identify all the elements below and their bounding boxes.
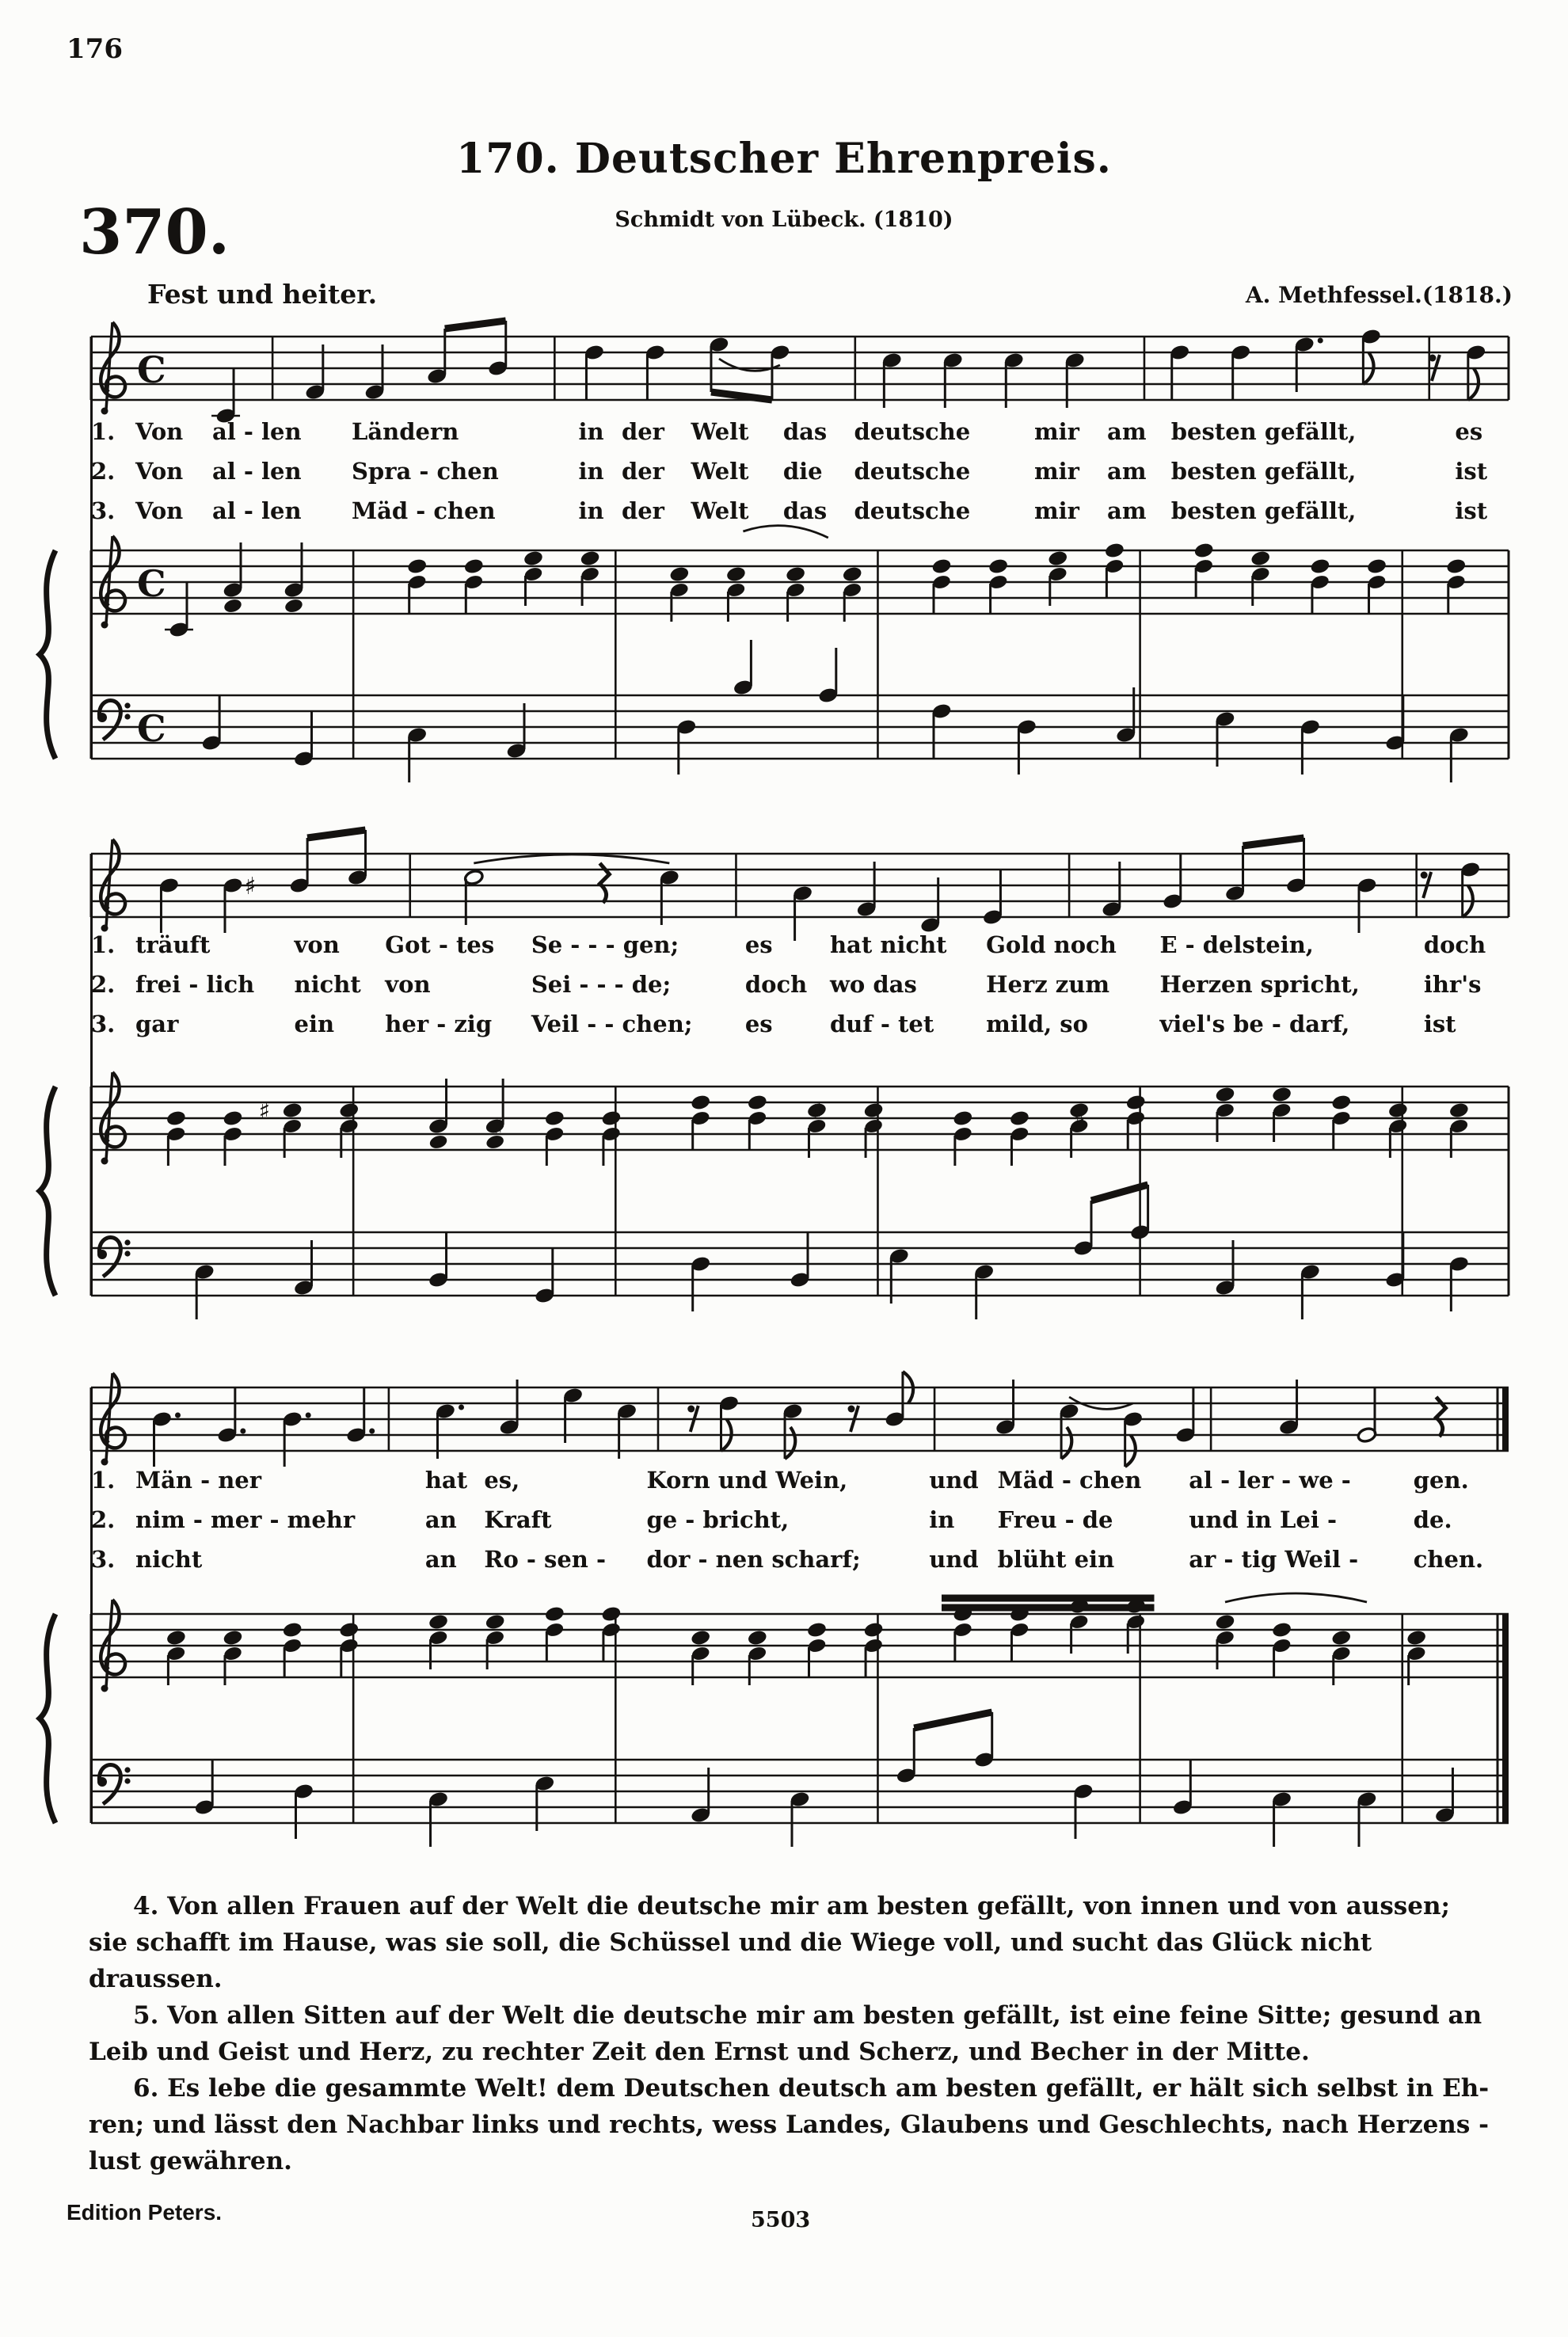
lyric-syllable: es xyxy=(1455,418,1483,445)
grand-staff-brace xyxy=(40,550,55,759)
note xyxy=(428,1232,449,1288)
note xyxy=(1466,344,1486,400)
footnote-verse-line: 6. Es lebe die gesammte Welt! dem Deutschen deutsch am besten gefällt, er hält sich selbst in Eh- xyxy=(133,2074,1490,2103)
note xyxy=(1367,558,1387,614)
note xyxy=(407,558,428,614)
lyric-syllable: am xyxy=(1107,418,1147,445)
lyric-syllable: besten gefällt, xyxy=(1170,497,1357,524)
lyric-syllable: Korn und Wein, xyxy=(646,1467,848,1494)
note xyxy=(294,1783,314,1839)
lyric-syllable: deutsche xyxy=(854,458,971,485)
lyric-syllable: der xyxy=(621,458,664,485)
note xyxy=(1010,1605,1030,1661)
note xyxy=(974,1263,995,1319)
note xyxy=(166,1110,187,1166)
note xyxy=(1193,542,1214,598)
lyric-syllable: ist xyxy=(1423,1011,1456,1037)
note xyxy=(1123,1410,1144,1467)
tempo-marking: Fest und heiter. xyxy=(147,279,378,310)
note xyxy=(294,711,314,767)
lyric-syllable: Ländern xyxy=(351,418,459,445)
lyric-syllable: blüht ein xyxy=(997,1546,1115,1573)
note xyxy=(953,1110,973,1166)
verse-number: 2. xyxy=(91,971,116,998)
note xyxy=(284,542,304,615)
note xyxy=(676,718,697,775)
sharp-icon: ♯ xyxy=(811,1098,824,1125)
note xyxy=(223,877,243,933)
lyric-syllable: Freu - de xyxy=(997,1506,1113,1533)
note xyxy=(953,1605,973,1661)
lyric-syllable: deutsche xyxy=(854,497,971,524)
lyric-syllable: Ro - sen - xyxy=(484,1546,607,1573)
note xyxy=(194,1760,215,1816)
lyric-syllable: Se - - - gen; xyxy=(531,931,679,958)
lyrics-verse-row xyxy=(91,1506,1509,1546)
verse-number: 3. xyxy=(91,1546,116,1573)
lyric-syllable: hat nicht xyxy=(829,931,947,958)
note xyxy=(748,1094,768,1150)
bass-clef-icon xyxy=(97,701,131,740)
footnote-verse-line: ren; und lässt den Nachbar links und rechts, wess Landes, Glaubens und Geschlechts, nach Herzens - xyxy=(89,2111,1489,2139)
plate-number: 5503 xyxy=(751,2208,811,2232)
lyric-syllable: Welt xyxy=(691,418,749,445)
lyric-syllable: Mäd - chen xyxy=(351,497,496,524)
lyric-syllable: nicht xyxy=(135,1546,203,1573)
note xyxy=(1446,558,1467,614)
lyric-syllable: in xyxy=(578,458,604,485)
lyric-syllable: gen. xyxy=(1413,1467,1469,1494)
lyric-syllable: al - len xyxy=(212,458,302,485)
lyric-syllable: an xyxy=(424,1506,457,1533)
note xyxy=(645,344,666,400)
footnote-verse-line: Leib und Geist und Herz, zu rechter Zeit den Ernst und Scherz, und Becher in der Mitte. xyxy=(89,2038,1310,2066)
lyric-syllable: ein xyxy=(294,1011,335,1037)
lyric-syllable: Von xyxy=(135,418,184,445)
lyric-syllable: Von xyxy=(135,497,184,524)
note xyxy=(1357,1791,1377,1847)
note xyxy=(1385,1232,1406,1288)
lyric-syllable: chen. xyxy=(1413,1546,1484,1573)
footnote-verse-line: sie schafft im Hause, was sie soll, die Schüssel und die Wiege voll, und sucht das Glück nicht draussen. xyxy=(89,1928,1372,1993)
note xyxy=(931,558,952,614)
note xyxy=(1357,1387,1377,1444)
note xyxy=(1010,1110,1030,1166)
note xyxy=(601,1110,622,1166)
note xyxy=(1231,344,1251,400)
lyric-syllable: Herzen spricht, xyxy=(1159,971,1360,998)
lyric-syllable: der xyxy=(621,418,664,445)
verse-number: 1. xyxy=(91,931,116,958)
lyrics-group-1 xyxy=(91,418,1509,537)
lyric-syllable: duf - tet xyxy=(829,1011,934,1037)
note xyxy=(863,1621,884,1677)
lyric-syllable: von xyxy=(385,971,431,998)
note xyxy=(1163,854,1183,910)
note xyxy=(545,1110,565,1166)
note xyxy=(691,1094,711,1150)
note xyxy=(348,830,368,886)
note xyxy=(790,1232,810,1288)
lyric-syllable: al - len xyxy=(212,497,302,524)
verse-number: 1. xyxy=(91,418,116,445)
lyric-syllable: der xyxy=(621,497,664,524)
lyric-syllable: Sei - - - de; xyxy=(531,971,672,998)
lyric-syllable: mild, so xyxy=(986,1011,1088,1037)
note xyxy=(289,838,310,894)
note xyxy=(1300,718,1321,775)
note xyxy=(1449,726,1470,782)
lyrics-verse-row xyxy=(91,418,1509,458)
lyric-syllable: E - delstein, xyxy=(1159,931,1314,958)
page-number: 176 xyxy=(67,33,123,65)
lyric-syllable: und in Lei - xyxy=(1189,1506,1337,1533)
lyric-syllable: ist xyxy=(1455,458,1488,485)
lyric-syllable: nicht xyxy=(294,971,361,998)
note xyxy=(211,368,240,424)
lyric-syllable: von xyxy=(294,931,340,958)
lyrics-group-3 xyxy=(91,1467,1509,1585)
lyric-syllable: es xyxy=(744,1011,773,1037)
note xyxy=(223,542,243,615)
lyric-syllable: wo das xyxy=(829,971,917,998)
footnote-verse-line: 5. Von allen Sitten auf der Welt die deutsche mir am besten gefällt, ist eine feine Sitte; gesund an xyxy=(133,2001,1482,2030)
note xyxy=(983,870,1003,926)
note xyxy=(807,1621,828,1677)
publisher-imprint: Edition Peters. xyxy=(67,2200,223,2225)
lyric-syllable: deutsche xyxy=(854,418,971,445)
note xyxy=(1173,1760,1193,1816)
note xyxy=(1385,695,1406,752)
slur xyxy=(1225,1593,1367,1602)
system-connector-line xyxy=(90,337,93,759)
lyric-syllable: träuft xyxy=(135,931,211,958)
time-signature-common: C xyxy=(137,707,166,750)
lyric-syllable: besten gefällt, xyxy=(1170,458,1357,485)
lyric-syllable: es xyxy=(744,931,773,958)
lyric-syllable: mir xyxy=(1033,497,1079,524)
note xyxy=(488,321,508,377)
note xyxy=(601,1605,622,1661)
lyricist-credit: Schmidt von Lübeck. (1810) xyxy=(615,207,953,232)
system-connector-line xyxy=(90,854,93,1296)
note xyxy=(165,582,193,638)
lyrics-verse-row xyxy=(91,458,1509,497)
lyric-syllable: am xyxy=(1107,497,1147,524)
lyric-syllable: ihr's xyxy=(1423,971,1482,998)
lyric-syllable: gar xyxy=(135,1011,179,1037)
lyric-syllable: Spra - chen xyxy=(351,458,499,485)
bass-clef-icon xyxy=(97,1765,131,1804)
note xyxy=(584,344,605,400)
lyrics-verse-row xyxy=(91,497,1509,537)
note xyxy=(282,1621,303,1677)
note xyxy=(974,1712,995,1768)
note xyxy=(464,558,485,614)
lyric-syllable: ist xyxy=(1455,497,1488,524)
note xyxy=(1272,1791,1292,1847)
sharp-icon: ♯ xyxy=(244,873,257,900)
lyric-syllable: es, xyxy=(484,1467,520,1494)
page-title: 170. Deutscher Ehrenpreis. xyxy=(456,135,1112,183)
lyric-syllable: ge - bricht, xyxy=(646,1506,790,1533)
note xyxy=(896,1728,916,1784)
lyric-syllable: Welt xyxy=(691,497,749,524)
lyric-syllable: am xyxy=(1107,458,1147,485)
note xyxy=(691,1255,711,1311)
note xyxy=(223,1110,243,1166)
lyric-syllable: besten gefällt, xyxy=(1170,418,1357,445)
note xyxy=(790,1791,810,1847)
lyric-syllable: in xyxy=(578,418,604,445)
note xyxy=(733,640,754,696)
note xyxy=(1073,1201,1094,1257)
note xyxy=(535,1248,555,1304)
lyric-syllable: in xyxy=(929,1506,955,1533)
note xyxy=(1272,1621,1292,1677)
lyric-syllable: Welt xyxy=(691,458,749,485)
lyric-syllable: ar - tig Weil - xyxy=(1189,1546,1359,1573)
lyric-syllable: Gold noch xyxy=(986,931,1117,958)
lyric-syllable: und xyxy=(929,1467,979,1494)
footnote-verses xyxy=(89,1888,1509,2179)
bass-clef-icon xyxy=(97,1238,131,1277)
lyric-syllable: her - zig xyxy=(385,1011,493,1037)
lyric-syllable: und xyxy=(929,1546,979,1573)
note xyxy=(1300,1263,1321,1319)
verse-number: 3. xyxy=(91,1011,116,1037)
lyric-syllable: nim - mer - mehr xyxy=(135,1506,356,1533)
lyric-syllable: die xyxy=(782,458,823,485)
lyric-syllable: dor - nen scharf; xyxy=(646,1546,861,1573)
lyric-syllable: Veil - - chen; xyxy=(531,1011,693,1037)
note xyxy=(1073,1783,1094,1839)
note xyxy=(428,1791,449,1847)
verse-number: 3. xyxy=(91,497,116,524)
system-connector-line xyxy=(90,1387,93,1823)
lyric-syllable: doch xyxy=(1423,931,1486,958)
lyric-syllable: mir xyxy=(1033,418,1079,445)
lyric-syllable: in xyxy=(578,497,604,524)
note xyxy=(201,695,222,752)
lyric-syllable: Von xyxy=(135,458,184,485)
lyrics-group-2 xyxy=(91,931,1509,1050)
note xyxy=(988,558,1009,614)
note xyxy=(818,648,839,704)
note xyxy=(428,1079,449,1151)
lyric-syllable: frei - lich xyxy=(135,971,255,998)
time-signature-common: C xyxy=(137,562,166,605)
note xyxy=(1310,558,1330,614)
footnote-verse-line: 4. Von allen Frauen auf der Welt die deutsche mir am besten gefällt, von innen und von aussen; xyxy=(133,1892,1450,1920)
lyric-syllable: al - len xyxy=(212,418,302,445)
verse-number: 2. xyxy=(91,458,116,485)
time-signature-common: C xyxy=(137,348,166,391)
lyric-syllable: al - ler - we - xyxy=(1189,1467,1351,1494)
verse-number: 1. xyxy=(91,1467,116,1494)
lyric-syllable: hat xyxy=(424,1467,468,1494)
note xyxy=(194,1263,215,1319)
note xyxy=(1361,328,1382,384)
note xyxy=(1357,877,1377,933)
note xyxy=(1286,838,1307,894)
note xyxy=(770,344,790,400)
lyric-syllable: doch xyxy=(744,971,808,998)
footnote-verse-line: lust gewähren. xyxy=(89,2147,292,2175)
note xyxy=(545,1605,565,1661)
lyric-syllable: de. xyxy=(1413,1506,1452,1533)
lyrics-verse-row xyxy=(91,971,1509,1011)
lyric-syllable: Mäd - chen xyxy=(997,1467,1142,1494)
note xyxy=(1175,1387,1196,1444)
lyrics-verse-row xyxy=(91,1467,1509,1506)
verse-number: 2. xyxy=(91,1506,116,1533)
note xyxy=(1449,1255,1470,1311)
note xyxy=(719,1395,740,1451)
note xyxy=(1125,1094,1146,1150)
grand-staff-brace xyxy=(40,1087,55,1296)
note xyxy=(1105,542,1125,598)
lyric-syllable: mir xyxy=(1033,458,1079,485)
lyrics-verse-row xyxy=(91,1011,1509,1050)
sharp-icon: ♯ xyxy=(258,1098,271,1125)
lyric-syllable: Kraft xyxy=(484,1506,552,1533)
lyrics-verse-row xyxy=(91,931,1509,971)
lyric-syllable: an xyxy=(424,1546,457,1573)
lyric-syllable: Got - tes xyxy=(385,931,495,958)
note xyxy=(1460,861,1481,917)
note xyxy=(931,702,952,759)
grand-staff-brace xyxy=(40,1614,55,1823)
sharp-icon: ♯ xyxy=(1073,1106,1086,1133)
note xyxy=(1331,1094,1352,1150)
lyric-syllable: Män - ner xyxy=(135,1467,262,1494)
slur xyxy=(474,854,669,863)
note xyxy=(407,726,428,782)
song-number: 370. xyxy=(79,196,230,268)
sharp-icon: ♯ xyxy=(493,1113,504,1141)
lyric-syllable: viel's be - darf, xyxy=(1159,1011,1350,1037)
note xyxy=(339,1621,360,1677)
lyric-syllable: das xyxy=(782,497,828,524)
note xyxy=(1017,718,1037,775)
composer-credit: A. Methfessel.(1818.) xyxy=(1245,282,1513,308)
lyrics-verse-row xyxy=(91,1546,1509,1585)
lyric-syllable: das xyxy=(782,418,828,445)
note xyxy=(1170,344,1190,400)
lyric-syllable: Herz zum xyxy=(986,971,1110,998)
note xyxy=(159,877,180,933)
